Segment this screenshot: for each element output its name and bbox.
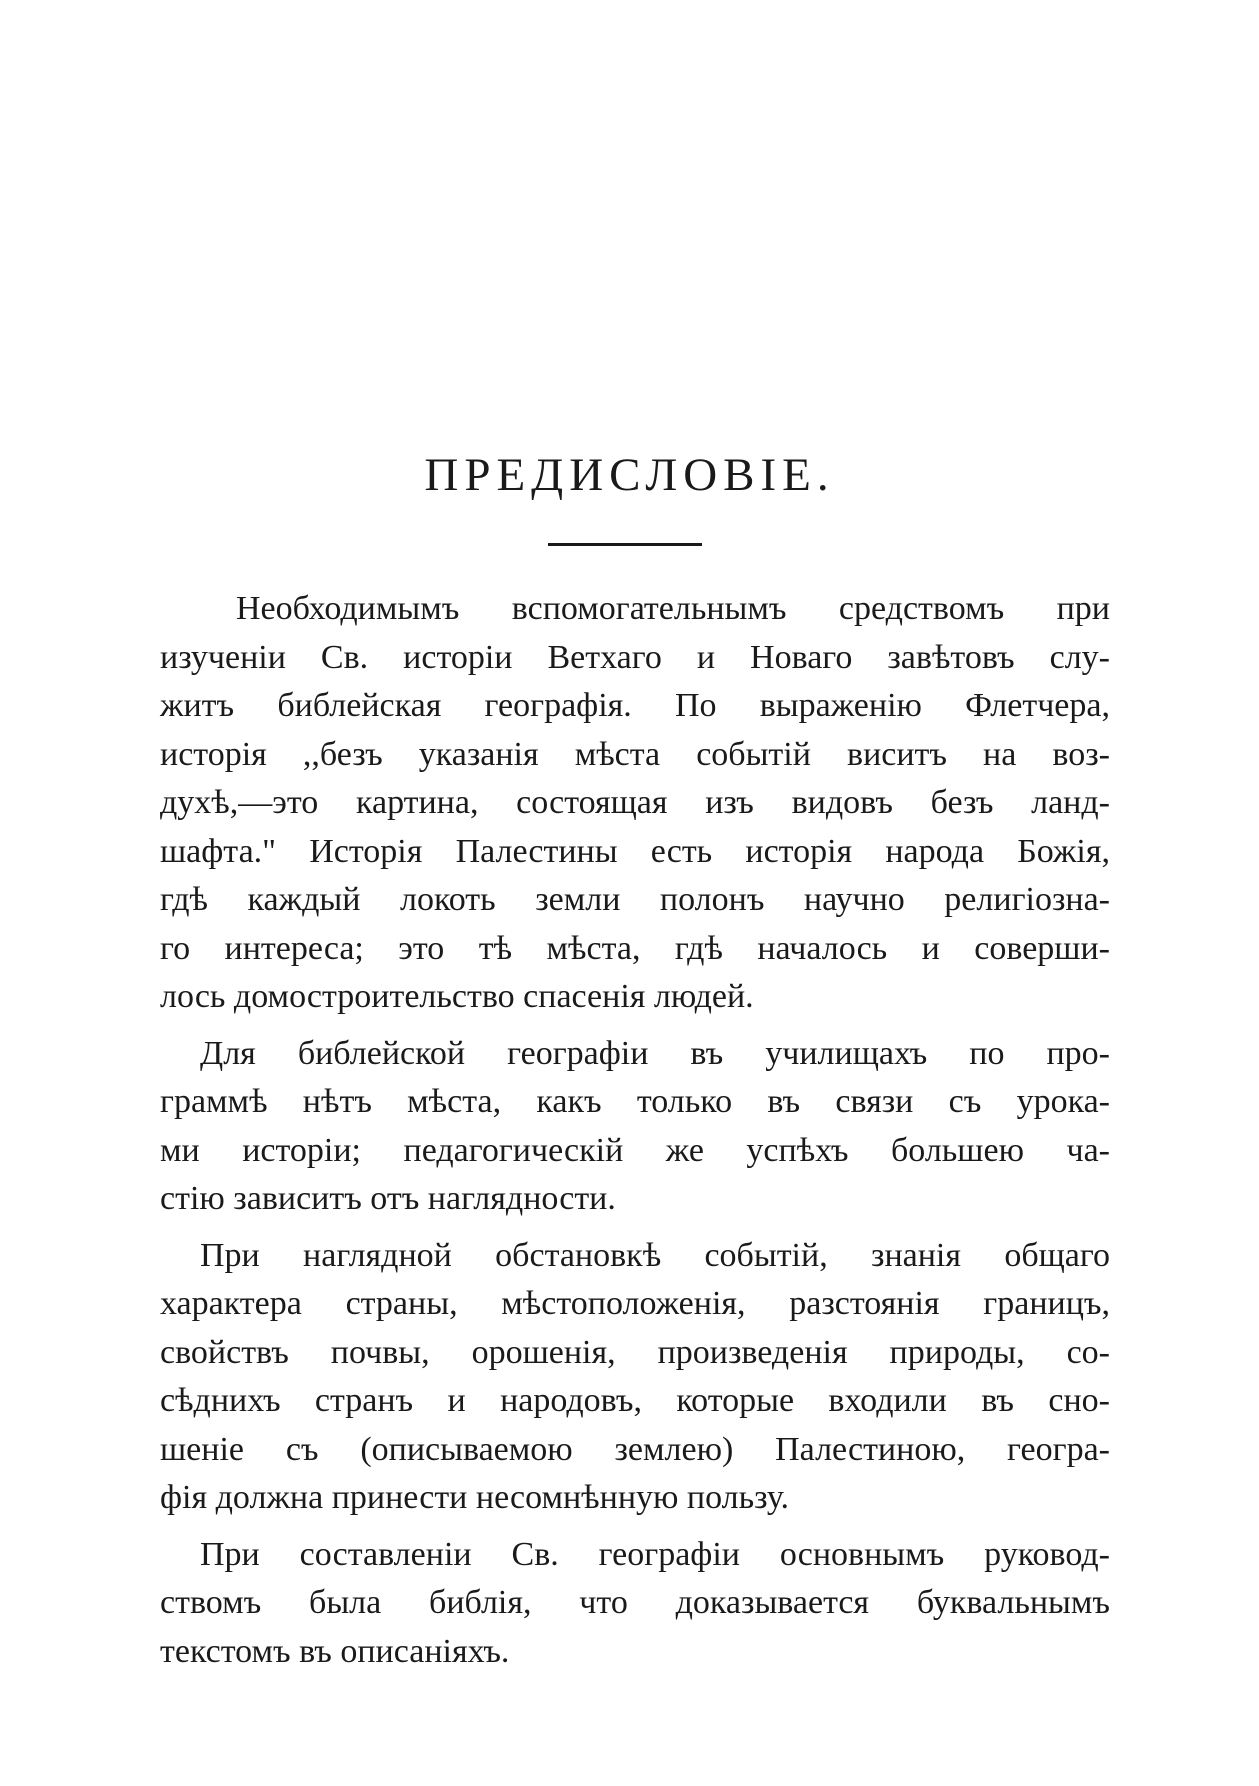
text-line: свойствъ почвы, орошенія, произведенія природы, со- (160, 1333, 1110, 1371)
text-line: житъ библейская географія. По выраженію Флетчера, (160, 687, 1110, 724)
text-line: стію зависитъ отъ наглядности. (160, 1180, 616, 1217)
text-line: При наглядной обстановкѣ событій, знанія общаго (200, 1236, 1110, 1274)
paragraph (160, 585, 1110, 1022)
text-line: гдѣ каждый локоть земли полонъ научно религіозна- (160, 881, 1110, 918)
text-line: Необходимымъ вспомогательнымъ средствомъ при (236, 590, 1110, 627)
text-line: ствомъ была библія, что доказывается буквальнымъ (160, 1584, 1110, 1621)
paragraph (160, 1232, 1110, 1523)
text-line: изученіи Св. исторіи Ветхаго и Новаго завѣтовъ слу- (160, 638, 1110, 676)
text-line: граммѣ нѣтъ мѣста, какъ только въ связи съ урока- (160, 1083, 1110, 1120)
text-line: ми исторіи; педагогическій же успѣхъ большею ча- (160, 1131, 1110, 1169)
preface-body (160, 585, 1110, 1684)
text-line: шеніе съ (описываемою землею) Палестиною, геогра- (160, 1430, 1110, 1468)
text-line: текстомъ въ описаніяхъ. (160, 1632, 510, 1670)
text-line: го интереса; это тѣ мѣста, гдѣ началось и соверши- (160, 929, 1110, 967)
text-line: Для библейской географіи въ училищахъ по про- (200, 1034, 1110, 1072)
text-line: характера страны, мѣстоположенія, разстоянія границъ, (160, 1285, 1110, 1322)
paragraph (160, 1030, 1110, 1224)
paragraph (160, 1531, 1110, 1677)
title-divider (548, 543, 702, 546)
text-line: духѣ,—это картина, состоящая изъ видовъ безъ ланд- (160, 784, 1110, 821)
text-line: При составленіи Св. географіи основнымъ руковод- (200, 1535, 1110, 1573)
text-line: исторія ,,безъ указанія мѣста событій виситъ на воз- (160, 735, 1110, 773)
text-line: сѣднихъ странъ и народовъ, которые входили въ сно- (160, 1382, 1110, 1419)
page-title: ПРЕДИСЛОВІЕ. (424, 449, 835, 501)
text-line: шафта." Исторія Палестины есть исторія народа Божія, (160, 832, 1110, 870)
text-line: лось домостроительство спасенія людей. (160, 978, 754, 1015)
text-line: фія должна принести несомнѣнную пользу. (160, 1479, 789, 1516)
